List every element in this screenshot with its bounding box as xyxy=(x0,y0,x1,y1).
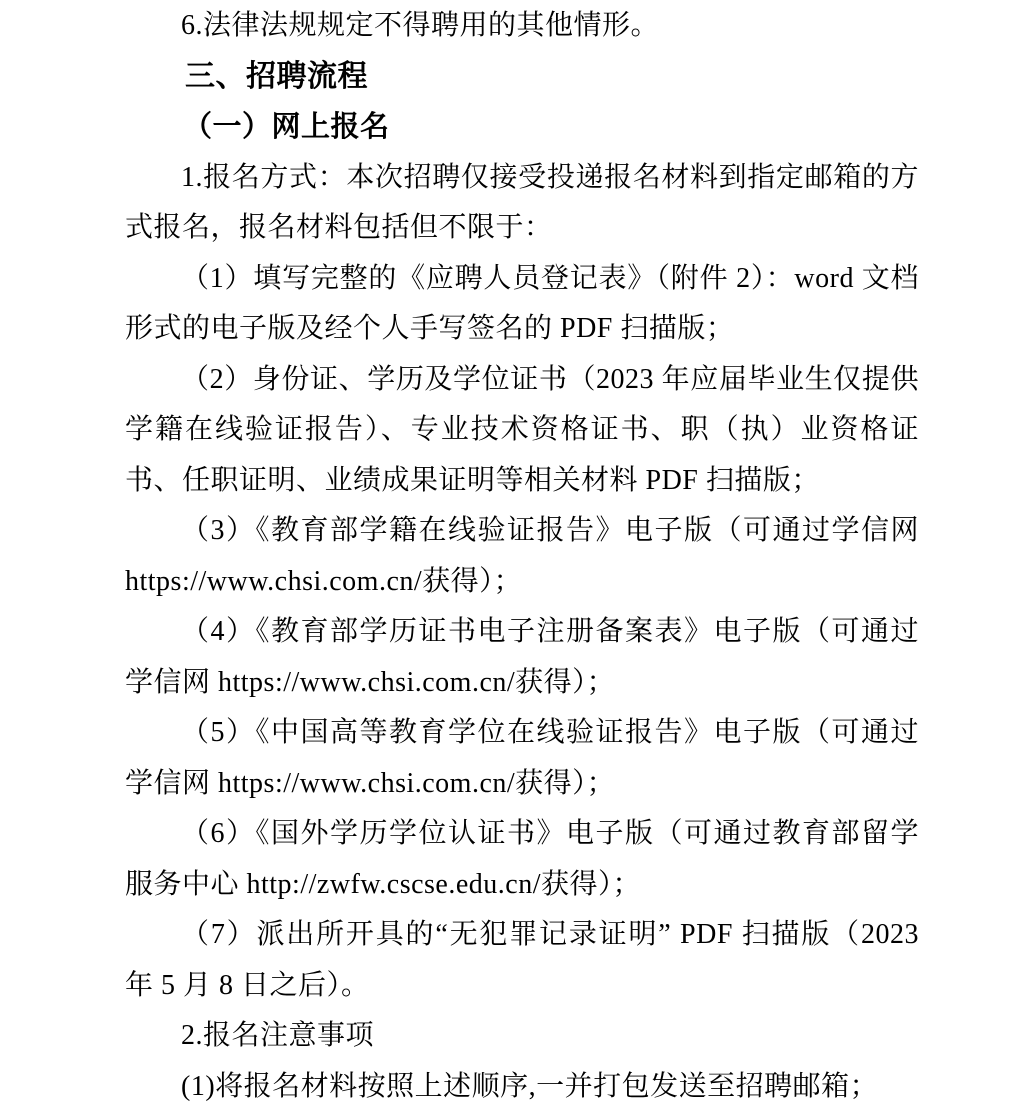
paragraph-clause-6: 6.法律法规规定不得聘用的其他情形。 xyxy=(181,10,660,41)
paragraph-material-2: （2）身份证、学历及学位证书（2023 年应届毕业生仅提供学籍在线验证报告）、专业技术资格证书、职（执）业资格证书、任职证明、业绩成果证明等相关材料 PDF 扫描版； xyxy=(125,363,919,496)
paragraph-material-7: （7）派出所开具的“无犯罪记录证明” PDF 扫描版（2023 年 5 月 8 日之后）。 xyxy=(125,919,919,1001)
paragraph-item-1-method: 1.报名方式：本次招聘仅接受投递报名材料到指定邮箱的方式报名，报名材料包括但不限于： xyxy=(125,161,919,243)
document-body xyxy=(125,0,919,1112)
paragraph-subsection-1-heading: （一）网上报名 xyxy=(183,111,390,143)
paragraph-item-2-notes: 2.报名注意事项 xyxy=(181,1020,375,1051)
paragraph-section-3-heading: 三、招聘流程 xyxy=(185,59,368,93)
paragraph-material-1: （1）填写完整的《应聘人员登记表》（附件 2）：word 文档形式的电子版及经个人手写签名的 PDF 扫描版； xyxy=(125,262,919,344)
paragraph-material-6: （6）《国外学历学位认证书》电子版（可通过教育部留学服务中心 http://zwfw.cscse.edu.cn/获得）； xyxy=(125,818,919,900)
paragraph-note-1: (1)将报名材料按照上述顺序,一并打包发送至招聘邮箱； xyxy=(181,1070,879,1102)
paragraph-material-3: （3）《教育部学籍在线验证报告》电子版（可通过学信网 https://www.chsi.com.cn/获得）； xyxy=(125,515,919,597)
paragraph-material-4: （4）《教育部学历证书电子注册备案表》电子版（可通过学信网 https://www.chsi.com.cn/获得）； xyxy=(125,616,919,698)
paragraph-material-5: （5）《中国高等教育学位在线验证报告》电子版（可通过学信网 https://www.chsi.com.cn/获得）； xyxy=(125,717,919,799)
